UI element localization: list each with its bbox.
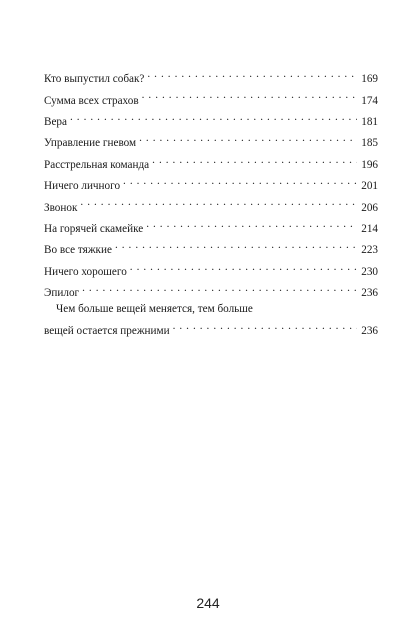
toc-entry-title: Эпилог — [44, 287, 80, 300]
toc-entry-title: Вера — [44, 115, 67, 128]
toc-leader-dots — [147, 66, 357, 82]
toc-entry-page: 236 — [361, 287, 378, 300]
toc-leader-dots — [139, 130, 357, 146]
page-number: 244 — [196, 595, 220, 611]
table-of-contents — [44, 66, 378, 339]
toc-leader-dots — [146, 216, 357, 232]
toc-leader-dots — [130, 259, 357, 275]
toc-leader-dots — [152, 152, 357, 168]
toc-entry-title: Ничего личного — [44, 180, 121, 193]
toc-entry — [44, 216, 378, 237]
toc-entry — [44, 194, 378, 215]
toc-leader-dots — [123, 173, 357, 189]
toc-entry-page: 174 — [361, 94, 378, 107]
toc-entry — [44, 173, 378, 194]
toc-leader-dots — [142, 87, 358, 103]
toc-entry-page: 201 — [361, 180, 378, 193]
toc-entry-page: 214 — [361, 222, 378, 235]
toc-entry-page: 206 — [361, 201, 378, 214]
toc-entry-page: 181 — [361, 115, 378, 128]
toc-entry-line2 — [44, 318, 378, 339]
toc-entry-title: Управление гневом — [44, 137, 137, 150]
toc-entry-page: 185 — [361, 137, 378, 150]
toc-entry — [44, 237, 378, 258]
toc-leader-dots — [173, 318, 358, 334]
toc-leader-dots — [82, 280, 357, 296]
toc-entry-title: Расстрельная команда — [44, 158, 150, 171]
toc-entry-page: 196 — [361, 158, 378, 171]
toc-entry — [44, 152, 378, 173]
toc-entry — [44, 87, 378, 108]
toc-entry-title: На горячей скамейке — [44, 222, 144, 235]
toc-entry-page: 223 — [361, 244, 378, 257]
toc-entry — [44, 130, 378, 151]
toc-entry-title: Кто выпустил собак? — [44, 73, 145, 86]
toc-entry — [44, 259, 378, 280]
toc-leader-dots — [80, 194, 357, 210]
toc-entry-title-line2: вещей остается прежними — [44, 324, 170, 337]
toc-entry — [44, 280, 378, 301]
toc-entry-title: Во все тяжкие — [44, 244, 112, 257]
toc-entry-title: Сумма всех страхов — [44, 94, 139, 107]
toc-leader-dots — [115, 237, 357, 253]
toc-entry-page: 236 — [361, 324, 378, 337]
toc-entry-title: Ничего хорошего — [44, 265, 127, 278]
toc-entry-multiline — [44, 301, 378, 339]
toc-entry — [44, 109, 378, 130]
toc-entry — [44, 66, 378, 87]
toc-entry-title: Звонок — [44, 201, 78, 214]
toc-entry-page: 169 — [361, 73, 378, 86]
toc-entry-page: 230 — [361, 265, 378, 278]
toc-entry-title-line1: Чем больше вещей меняется, тем больше — [56, 303, 253, 316]
toc-leader-dots — [70, 109, 357, 125]
